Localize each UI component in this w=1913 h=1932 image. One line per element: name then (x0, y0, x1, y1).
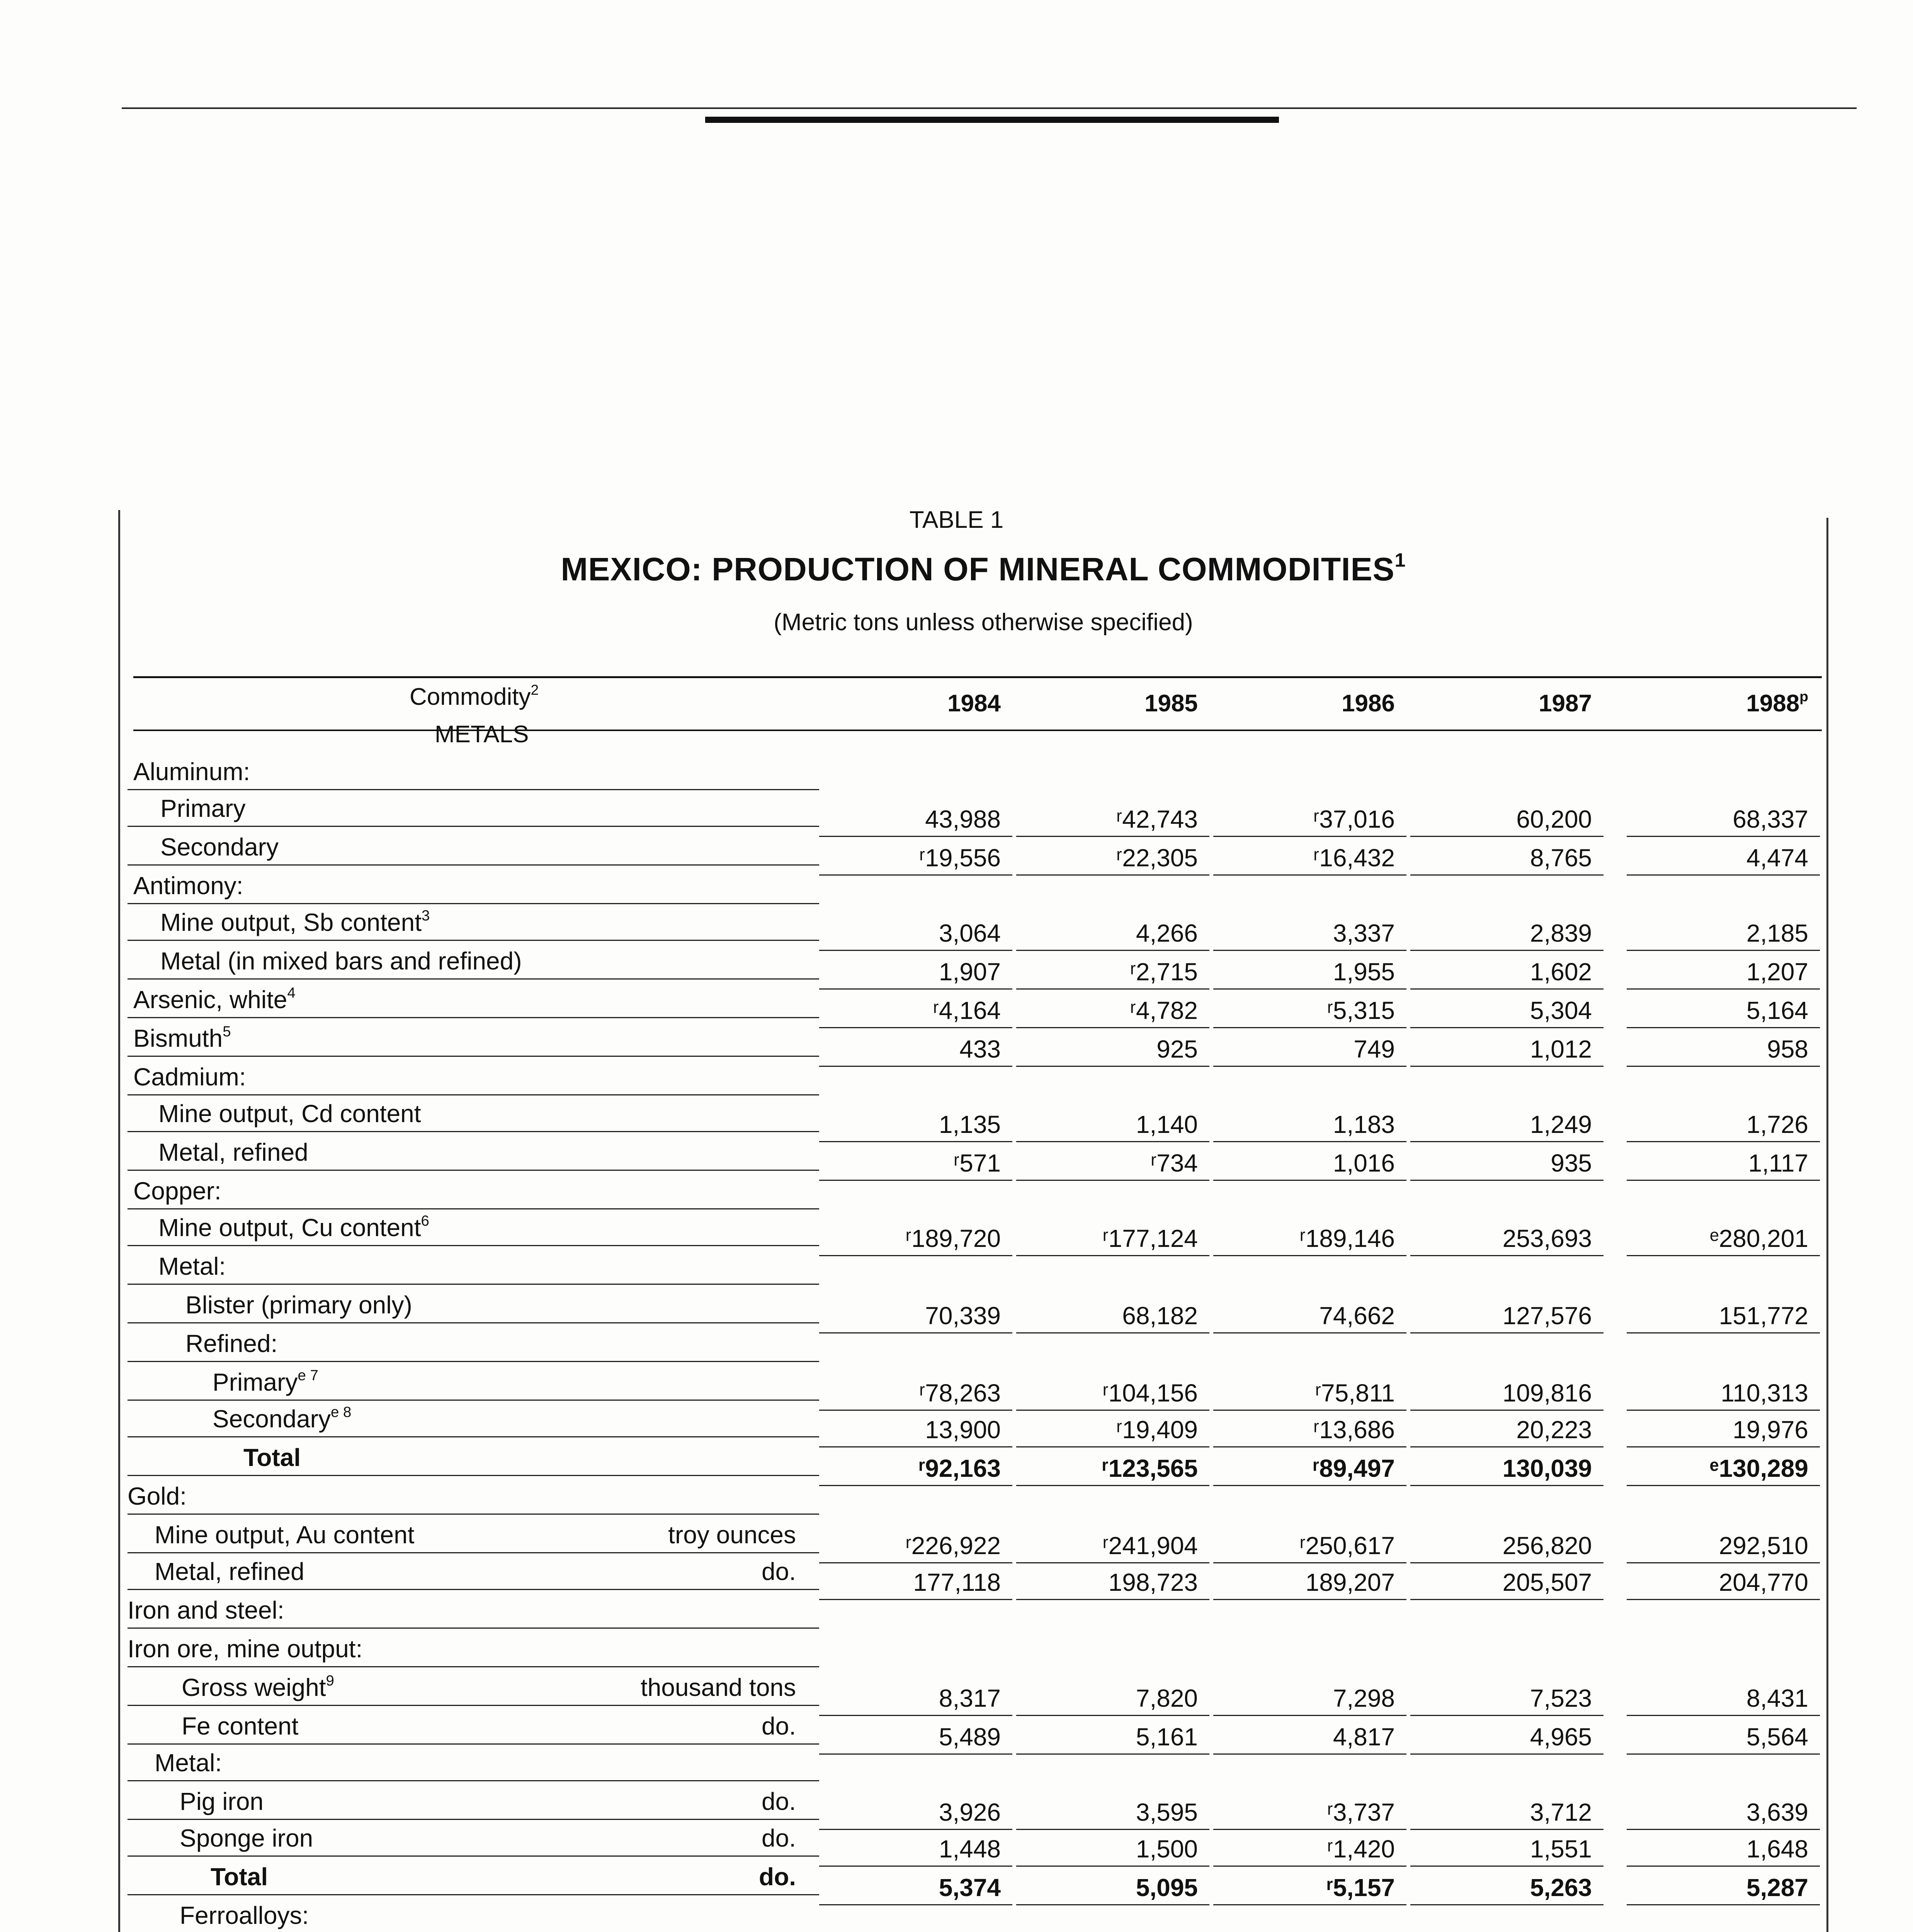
value-cell-1985: ʳ4,782 (1130, 997, 1198, 1024)
header-bottom-rule (133, 730, 1822, 731)
table-row (0, 908, 1913, 947)
row-divider (128, 1705, 819, 1706)
value-cell-1985: ʳ19,409 (1116, 1416, 1198, 1444)
row-divider (128, 903, 819, 904)
value-cell-1987: 2,839 (1530, 919, 1592, 947)
value-cell-1987: 1,551 (1530, 1835, 1592, 1863)
row-divider (128, 940, 819, 941)
value-cell-1985: 1,500 (1136, 1835, 1198, 1863)
table-row (0, 1099, 1913, 1138)
value-cell-1988: 68,337 (1733, 805, 1808, 833)
table-label: TABLE 1 (909, 507, 1004, 533)
value-cell-1986: ʳ5,315 (1327, 997, 1395, 1024)
value-cell-1984: 8,317 (939, 1684, 1001, 1712)
value-cell-1987: 3,712 (1530, 1798, 1592, 1826)
value-cell-1985: ʳ177,124 (1102, 1225, 1198, 1252)
metals-section-header: METALS (435, 721, 529, 748)
table-row (0, 1063, 1913, 1101)
table-row (0, 1673, 1913, 1712)
row-unit: do. (759, 1863, 796, 1891)
value-cell-1987: 127,576 (1502, 1302, 1592, 1330)
value-cell-1986: 189,207 (1305, 1568, 1395, 1596)
row-divider (128, 978, 819, 980)
value-cell-1986: 1,016 (1333, 1149, 1395, 1177)
value-cell-1984: 1,448 (939, 1835, 1001, 1863)
table-row (0, 757, 1913, 796)
value-cell-1984: ʳ189,720 (905, 1225, 1001, 1252)
value-cell-1986: 7,298 (1333, 1684, 1395, 1712)
table-row (0, 1596, 1913, 1634)
value-cell-1986: 1,183 (1333, 1111, 1395, 1138)
row-divider (128, 789, 819, 790)
value-cell-1987: 256,820 (1502, 1532, 1592, 1560)
row-divider (128, 1855, 819, 1857)
value-cell-1986: ʳ89,497 (1313, 1454, 1395, 1482)
row-label: Ferroalloys: (180, 1901, 309, 1929)
row-label: Secondary (160, 833, 279, 861)
year-header-1985: 1985 (1144, 690, 1198, 717)
value-cell-1985: 4,266 (1136, 919, 1198, 947)
value-cell-1985: 1,140 (1136, 1111, 1198, 1138)
value-cell-1984: 3,064 (939, 919, 1001, 947)
row-label: Gross weight$^9$ (182, 1672, 334, 1701)
value-cell-1987: 253,693 (1502, 1225, 1592, 1252)
row-label: Copper: (133, 1177, 221, 1205)
value-cell-1984: 5,489 (939, 1723, 1001, 1751)
row-divider (128, 864, 819, 866)
row-label: Sponge iron (180, 1824, 313, 1852)
value-cell-1988: 110,313 (1721, 1379, 1808, 1407)
value-cell-1984: ʳ92,163 (919, 1454, 1001, 1482)
year-header-1986: 1986 (1342, 690, 1395, 717)
row-label: Secondary$^{e 8}$ (213, 1404, 352, 1433)
value-cell-1984: ʳ78,263 (919, 1379, 1001, 1407)
header-top-rule (133, 676, 1822, 678)
table-row (0, 1634, 1913, 1673)
value-cell-1987: 8,765 (1530, 844, 1592, 872)
value-cell-1986: 749 (1354, 1035, 1395, 1063)
top-rule-bar (705, 117, 1279, 123)
value-cell-1988: 151,772 (1719, 1302, 1808, 1330)
row-divider (128, 1894, 819, 1895)
table-row (0, 1291, 1913, 1329)
value-cell-1987: 20,223 (1516, 1416, 1592, 1444)
row-unit: do. (762, 1558, 796, 1585)
table-row (0, 1368, 1913, 1406)
year-header-1984: 1984 (947, 690, 1001, 717)
value-cell-1984: 43,988 (925, 805, 1001, 833)
value-cell-1986: 74,662 (1319, 1302, 1395, 1330)
value-cell-1985: ʳ734 (1150, 1149, 1198, 1177)
row-divider (128, 1400, 819, 1401)
table-row (0, 794, 1913, 833)
value-cell-1985: ʳ123,565 (1102, 1454, 1198, 1482)
row-divider (128, 1361, 819, 1362)
table-row (0, 1824, 1913, 1862)
value-cell-1987: 7,523 (1530, 1684, 1592, 1712)
table-title: MEXICO: PRODUCTION OF MINERAL COMMODITIES$^1$ (561, 549, 1406, 587)
value-cell-1987: 4,965 (1530, 1723, 1592, 1751)
row-label: Cadmium: (133, 1063, 246, 1091)
row-divider (128, 1514, 819, 1515)
value-cell-1985: 7,820 (1136, 1684, 1198, 1712)
row-divider (128, 1436, 819, 1437)
value-cell-1984: 3,926 (939, 1798, 1001, 1826)
row-label: Total (243, 1444, 301, 1471)
value-cell-1987: 5,263 (1530, 1874, 1592, 1901)
table-row (0, 833, 1913, 871)
row-label: Iron and steel: (128, 1596, 284, 1624)
value-cell-1988: 19,976 (1733, 1416, 1808, 1444)
row-footnote-mark: 3 (422, 907, 430, 924)
value-cell-1987: 1,012 (1530, 1035, 1592, 1063)
table-row (0, 947, 1913, 985)
value-cell-1987: 1,602 (1530, 958, 1592, 986)
value-cell-1984: 1,907 (939, 958, 1001, 986)
value-cell-1988: 5,564 (1746, 1723, 1808, 1751)
row-label: Metal, refined (155, 1558, 304, 1585)
row-divider (128, 1170, 819, 1171)
value-cell-1986: ʳ37,016 (1313, 805, 1395, 833)
table-row (0, 1138, 1913, 1177)
row-footnote-mark: 4 (287, 985, 296, 1002)
value-cell-1984: 70,339 (925, 1302, 1001, 1330)
row-footnote-mark: 5 (223, 1023, 231, 1040)
value-cell-1985: 68,182 (1122, 1302, 1198, 1330)
value-cell-1988: 5,164 (1746, 997, 1808, 1024)
commodity-column-header: Commodity$^2$ (410, 681, 539, 710)
value-cell-1988: 1,648 (1746, 1835, 1808, 1863)
value-cell-1986: ʳ3,737 (1327, 1798, 1395, 1826)
row-label: Metal: (158, 1252, 226, 1280)
value-cell-1986: ʳ5,157 (1326, 1874, 1395, 1901)
top-rule (122, 107, 1857, 109)
title-footnote-mark: 1 (1394, 549, 1406, 571)
row-divider (128, 826, 819, 827)
row-divider (128, 1284, 819, 1285)
value-cell-1985: 925 (1156, 1035, 1198, 1063)
table-row (0, 1787, 1913, 1826)
table-row (0, 1024, 1913, 1063)
value-cell-1984: 177,118 (913, 1568, 1001, 1596)
row-label: Total (211, 1863, 268, 1891)
value-cell-1988: 292,510 (1719, 1532, 1808, 1560)
value-cell-1988: 204,770 (1719, 1568, 1808, 1596)
table-row (0, 1405, 1913, 1443)
table-row (0, 1862, 1913, 1901)
row-label: Mine output, Au content (155, 1521, 415, 1549)
value-cell-1988: 2,185 (1746, 919, 1808, 947)
value-cell-1986: ʳ250,617 (1299, 1532, 1395, 1560)
year-header-1987: 1987 (1539, 690, 1592, 717)
row-label: Mine output, Sb content$^3$ (160, 907, 430, 936)
value-cell-1985: ʳ241,904 (1102, 1532, 1198, 1560)
value-cell-1985: 5,161 (1136, 1723, 1198, 1751)
value-cell-1987: 130,039 (1502, 1454, 1592, 1482)
row-divider (128, 1245, 819, 1246)
table-row (0, 1252, 1913, 1291)
row-divider (128, 1628, 819, 1629)
row-footnote-mark: 6 (421, 1213, 429, 1230)
table-row (0, 1520, 1913, 1559)
value-cell-1988: 3,639 (1746, 1798, 1808, 1826)
value-cell-1984: ʳ226,922 (905, 1532, 1001, 1560)
row-divider (128, 1589, 819, 1590)
value-cell-1988: 1,207 (1746, 958, 1808, 986)
value-cell-1984: ʳ4,164 (933, 997, 1001, 1024)
row-divider (128, 1780, 819, 1781)
value-cell-1985: 3,595 (1136, 1798, 1198, 1826)
row-label: Metal, refined (158, 1138, 308, 1166)
row-divider (128, 1131, 819, 1132)
value-cell-1986: ʳ1,420 (1327, 1835, 1395, 1863)
row-unit: do. (762, 1824, 796, 1852)
row-divider (128, 1322, 819, 1323)
row-footnote-mark: e 8 (330, 1404, 352, 1421)
row-label: Metal (in mixed bars and refined) (160, 947, 522, 975)
table-row (0, 985, 1913, 1024)
row-label: Blister (primary only) (185, 1291, 412, 1319)
row-footnote-mark: 9 (326, 1672, 334, 1689)
table-row (0, 1901, 1913, 1932)
table-subtitle: (Metric tons unless otherwise specified) (774, 609, 1193, 636)
value-cell-1985: ʳ42,743 (1116, 805, 1198, 833)
row-label: Antimony: (133, 872, 243, 900)
value-cell-1987: 60,200 (1516, 805, 1592, 833)
value-cell-1985: 5,095 (1136, 1874, 1198, 1901)
value-cell-1984: ʳ19,556 (919, 844, 1001, 872)
row-unit: thousand tons (640, 1673, 796, 1701)
row-divider (128, 1819, 819, 1820)
row-divider (128, 1743, 819, 1745)
row-label: Gold: (128, 1482, 187, 1510)
value-cell-1988: 4,474 (1746, 844, 1808, 872)
row-divider (128, 1056, 819, 1057)
value-cell-1986: 1,955 (1333, 958, 1395, 986)
row-label: Fe content (182, 1712, 299, 1740)
value-cell-1988: 1,726 (1746, 1111, 1808, 1138)
value-cell-1986: 4,817 (1333, 1723, 1395, 1751)
value-cell-1987: 205,507 (1502, 1568, 1592, 1596)
row-label: Primary (160, 794, 246, 822)
value-cell-1988: 958 (1767, 1035, 1808, 1063)
table-row (0, 1482, 1913, 1520)
table-row (0, 1443, 1913, 1482)
value-cell-1988: ᵉ280,201 (1709, 1225, 1808, 1252)
table-row (0, 1712, 1913, 1750)
value-cell-1986: ʳ75,811 (1315, 1379, 1395, 1407)
value-cell-1986: 3,337 (1333, 919, 1395, 947)
row-unit: troy ounces (668, 1521, 796, 1549)
row-label: Primary$^{e 7}$ (213, 1367, 318, 1396)
row-divider (128, 1666, 819, 1667)
table-row (0, 1748, 1913, 1787)
value-cell-1987: 935 (1551, 1149, 1592, 1177)
row-unit: do. (762, 1712, 796, 1740)
row-divider (128, 1475, 819, 1476)
value-cell-1985: ʳ2,715 (1130, 958, 1198, 986)
row-label: Mine output, Cu content$^6$ (158, 1213, 429, 1242)
table-row (0, 871, 1913, 910)
value-cell-1988: 5,287 (1746, 1874, 1808, 1901)
value-cell-1985: ʳ104,156 (1102, 1379, 1198, 1407)
row-label: Refined: (185, 1330, 278, 1357)
value-cell-1988: ᵉ130,289 (1709, 1454, 1808, 1482)
value-cell-1987: 109,816 (1502, 1379, 1592, 1407)
row-divider (128, 1094, 819, 1095)
value-cell-1984: ʳ571 (953, 1149, 1001, 1177)
value-cell-1984: 433 (959, 1035, 1001, 1063)
row-label: Metal: (155, 1749, 222, 1777)
value-cell-1984: 5,374 (939, 1874, 1001, 1901)
value-cell-1986: ʳ16,432 (1313, 844, 1395, 872)
row-label: Pig iron (180, 1787, 264, 1815)
row-label: Arsenic, white$^4$ (133, 985, 296, 1014)
row-divider (128, 1552, 819, 1553)
row-unit: do. (762, 1787, 796, 1815)
value-cell-1984: 1,135 (939, 1111, 1001, 1138)
row-label: Mine output, Cd content (158, 1100, 421, 1128)
row-footnote-mark: e 7 (298, 1367, 318, 1384)
value-cell-1988: 1,117 (1748, 1149, 1808, 1177)
year-header-1988: 1988$^p$ (1746, 688, 1808, 717)
table-row (0, 1329, 1913, 1368)
value-cell-1986: ʳ189,146 (1299, 1225, 1395, 1252)
row-divider (128, 1017, 819, 1018)
value-cell-1985: 198,723 (1108, 1568, 1198, 1596)
value-cell-1986: ʳ13,686 (1313, 1416, 1395, 1444)
table-row (0, 1557, 1913, 1596)
value-cell-1985: ʳ22,305 (1116, 844, 1198, 872)
row-label: Aluminum: (133, 758, 250, 786)
row-divider (128, 1208, 819, 1209)
value-cell-1988: 8,431 (1746, 1684, 1808, 1712)
value-cell-1987: 5,304 (1530, 997, 1592, 1024)
value-cell-1987: 1,249 (1530, 1111, 1592, 1138)
row-label: Iron ore, mine output: (128, 1635, 363, 1663)
table-row (0, 1177, 1913, 1215)
table-row (0, 1213, 1913, 1252)
value-cell-1984: 13,900 (925, 1416, 1001, 1444)
row-label: Bismuth$^5$ (133, 1023, 231, 1052)
